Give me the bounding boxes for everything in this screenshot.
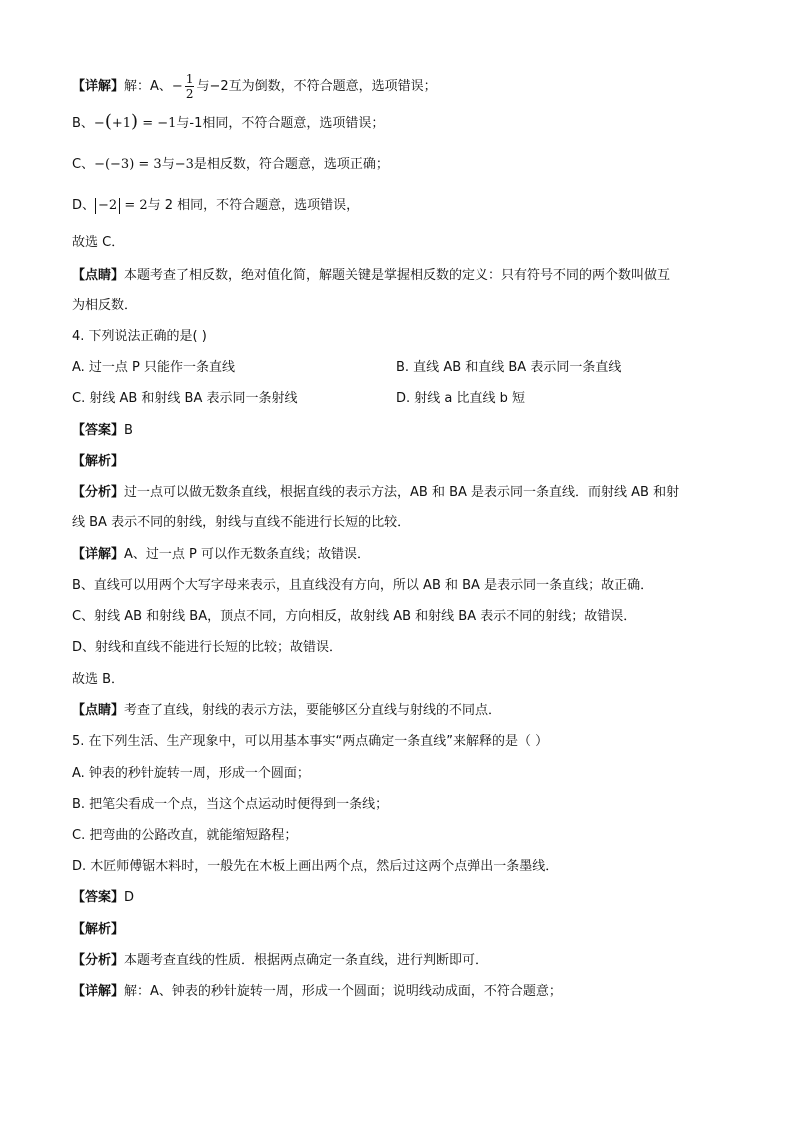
absolute-value: −2 <box>95 198 120 214</box>
q4-options-row1 <box>72 358 235 378</box>
q4-choose: 故选 B． <box>72 672 125 687</box>
q4-option-a: A. 过一点 P 只能作一条直线 <box>72 360 236 375</box>
q3-comment-cont: 为相反数． <box>72 298 138 313</box>
q4-detail-b: B、直线可以用两个大写字母来表示，且直线没有方向，所以 AB 和 BA 是表示同一条直线；故正确． <box>72 578 654 593</box>
q4-fenxi: 【分析】过一点可以做无数条直线，根据直线的表示方法，AB 和 BA 是表示同一条直线．而射线 AB 和射 <box>72 485 680 500</box>
q5-detail-a: 【详解】解：A、钟表的秒针旋转一周，形成一个圆面；说明线动成面，不符合题意； <box>72 984 562 999</box>
fraction-half: $\frac{1}{2}$ <box>185 72 194 101</box>
detail-tag: 【详解】 <box>72 79 125 94</box>
q3-detail-b: B、−(+1) = −1与-1相同，不符合题意，选项错误； <box>72 111 385 132</box>
q4-option-d: D. 射线 a 比直线 b 短 <box>396 391 526 406</box>
q4-comment: 【点睛】考查了直线，射线的表示方法，要能够区分直线与射线的不同点． <box>72 703 502 718</box>
q4-option-c: C. 射线 AB 和射线 BA 表示同一条射线 <box>72 391 298 406</box>
q4-detail-a: 【详解】A、过一点 P 可以作无数条直线；故错误． <box>72 547 371 562</box>
q3-detail-c: C、−(−3) = 3与−3是相反数，符合题意，选项正确； <box>72 157 389 172</box>
q5-fenxi: 【分析】本题考查直线的性质．根据两点确定一条直线，进行判断即可． <box>72 953 489 968</box>
q5-option-b: B. 把笔尖看成一个点，当这个点运动时便得到一条线； <box>72 797 389 812</box>
q4-answer: 【答案】B <box>72 423 133 438</box>
q5-option-c: C. 把弯曲的公路改直，就能缩短路程； <box>72 828 298 843</box>
q5-answer: 【答案】D <box>72 890 135 905</box>
q3-detail-a: 【详解】解：A、− $\frac{1}{2}$ 与−2互为倒数，不符合题意，选项错误； <box>72 72 437 101</box>
q4-analysis-tag: 【解析】 <box>72 454 125 469</box>
q5-analysis-tag: 【解析】 <box>72 922 125 937</box>
q3-comment: 【点睛】本题考查了相反数，绝对值化简，解题关键是掌握相反数的定义：只有符号不同的两个数叫做互 <box>72 268 671 283</box>
q5-option-a: A. 钟表的秒针旋转一周，形成一个圆面； <box>72 766 310 781</box>
q4-stem: 4. 下列说法正确的是( ) <box>72 329 207 344</box>
q4-detail-c: C、射线 AB 和射线 BA，顶点不同，方向相反，故射线 AB 和射线 BA 表示不同的射线；故错误． <box>72 609 637 624</box>
q4-option-b: B. 直线 AB 和直线 BA 表示同一条直线 <box>396 360 622 375</box>
q5-option-d: D. 木匠师傅锯木料时，一般先在木板上画出两个点，然后过这两个点弹出一条墨线． <box>72 859 559 874</box>
q4-fenxi-cont: 线 BA 表示不同的射线，射线与直线不能进行长短的比较． <box>72 515 411 530</box>
q3-detail-d: D、 −2 = 2与 2 相同，不符合题意，选项错误， <box>72 198 360 213</box>
q4-detail-d: D、射线和直线不能进行长短的比较；故错误． <box>72 640 343 655</box>
q3-choose: 故选 C． <box>72 235 125 250</box>
q5-stem: 5. 在下列生活、生产现象中，可以用基本事实“两点确定一条直线”来解释的是（ ） <box>72 734 549 749</box>
